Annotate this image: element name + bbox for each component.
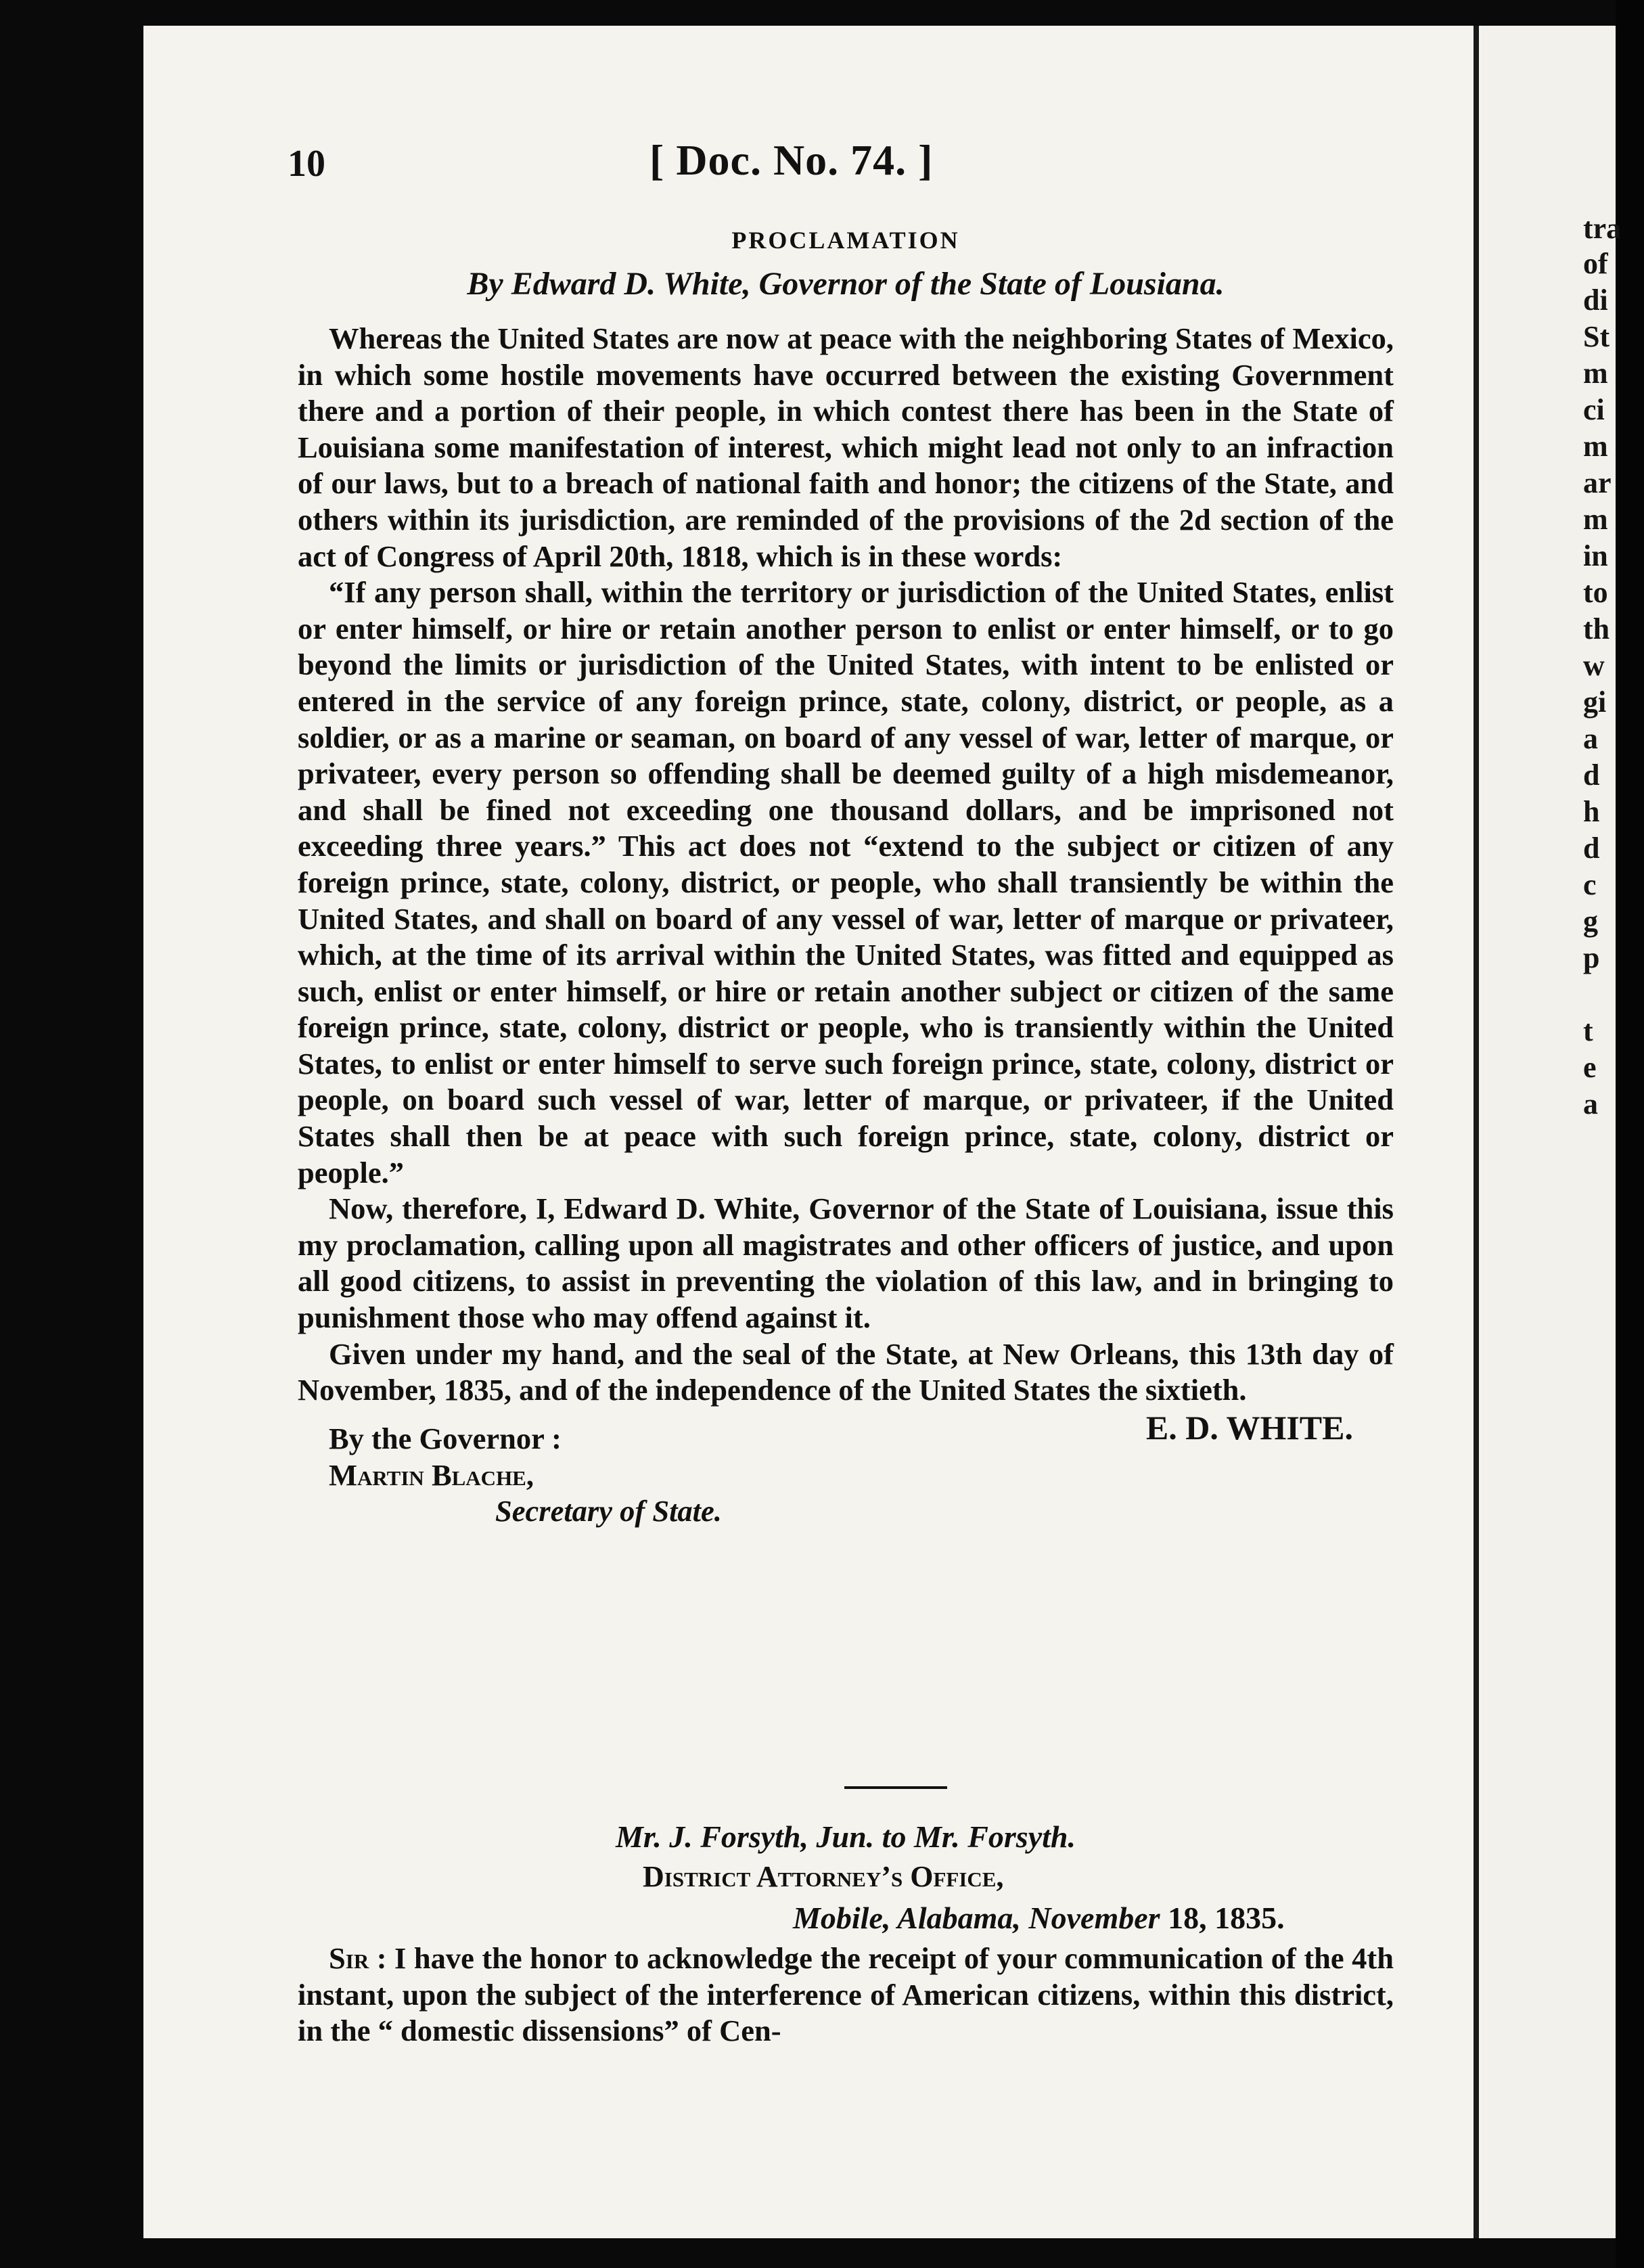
place-date-rest: 18, 1835. xyxy=(1160,1901,1285,1935)
proclamation-heading: PROCLAMATION xyxy=(731,227,960,254)
secretary-title: Secretary of State. xyxy=(495,1494,722,1528)
next-page-fragment: m xyxy=(1583,503,1608,536)
governor-signature: E. D. WHITE. xyxy=(1145,1408,1353,1447)
paragraph-now-therefore: Now, therefore, I, Edward D. White, Governor of the State of Louisiana, issue this my proclamation, calling upon all magistrates and other officers of justice, and upon all good citizens, to assist in preventing the violation of this law, and in bringing to punishment those who may offend against it. xyxy=(298,1192,1394,1335)
next-page-fragment: th xyxy=(1583,612,1610,645)
next-page-fragment: p xyxy=(1583,941,1600,974)
next-page-fragment: c xyxy=(1583,868,1597,901)
next-page-fragment: g xyxy=(1583,905,1598,938)
adjacent-page-strip xyxy=(1482,26,1622,2238)
next-page-fragment: in xyxy=(1583,539,1608,572)
next-page-fragment: of xyxy=(1583,247,1608,280)
next-page-fragment: ar xyxy=(1583,466,1612,499)
signature-row xyxy=(298,1408,1394,1457)
place-date-italic: Mobile, Alabama, November xyxy=(793,1901,1160,1935)
letter-place-date xyxy=(793,1900,1285,1936)
by-the-governor: By the Governor : xyxy=(329,1421,562,1455)
paragraph-quoted-act: “If any person shall, within the territory or jurisdiction of the United States, enlist or enter himself, or hire or retain another person to enlist or enter himself, or to go beyond the limits or jurisdiction of the United States, with intent to be enlisted or entered in the service of any foreign prince, state, colony, district, or people, as a soldier, or as a marine or seaman, on board of any vessel of war, letter of marque, or privateer, every person so offending shall be deemed guilty of a high misdemeanor, and shall be fined not exceeding one thousand dollars, and be imprisoned not exceeding three years.” This act does not “extend to the subject or citizen of any foreign prince, state, colony, district, or people, who shall transiently be within the United States, and shall on board of any vessel of war, letter of marque or privateer, which, at the time of its arrival within the United States, was fitted and equipped as such, enlist or enter himself, or hire or retain another subject or citizen of the same foreign prince, state, colony, district or people, who is transiently within the United States, to enlist or enter himself to serve such foreign prince, state, colony, district or people, on board such vessel of war, letter of marque, or privateer, if the United States shall then be at peace with such foreign prince, state, colony, district or people.” xyxy=(298,575,1394,1189)
page-gutter-shadow xyxy=(1474,26,1479,2238)
letter-text: I have the honor to acknowledge the receipt of your communication of the 4th instant, upon the subject of the interference of American citizens, within this district, in the “ domestic dissensions” of Cen- xyxy=(298,1941,1394,2048)
paragraph-given-under: Given under my hand, and the seal of the State, at New Orleans, this 13th day of November, 1835, and of the independence of the United States the sixtieth. xyxy=(298,1336,1394,1407)
next-page-fragment: d xyxy=(1583,758,1600,792)
proclamation-byline: By Edward D. White, Governor of the State of Lousiana. xyxy=(467,266,1225,302)
letter-office: District Attorney’s Office, xyxy=(643,1860,1004,1893)
next-page-fragment: e xyxy=(1583,1051,1597,1084)
paragraph-whereas: Whereas the United States are now at peace with the neighboring States of Mexico, in which some hostile movements have occurred between the existing Government there and a portion of their people, in which contest there has been in the State of Louisiana some manifestation of interest, which might lead not only to an infraction of our laws, but to a breach of national faith and honor; the citizens of the State, and others within its jurisdiction, are reminded of the provisions of the 2d section of the act of Congress of April 20th, 1818, which is in these words: xyxy=(298,321,1394,573)
next-page-fragment: w xyxy=(1583,649,1605,682)
next-page-fragment: t xyxy=(1583,1014,1593,1047)
next-page-fragment: a xyxy=(1583,722,1598,755)
page-number: 10 xyxy=(288,143,325,185)
next-page-fragment: gi xyxy=(1583,685,1607,719)
next-page-fragment: to xyxy=(1583,576,1608,609)
next-page-fragment: St xyxy=(1583,320,1610,353)
next-page-fragment: h xyxy=(1583,795,1600,828)
letter-body xyxy=(298,1941,1394,2049)
next-page-fragment: di xyxy=(1583,284,1608,317)
next-page-fragment: ci xyxy=(1583,393,1605,426)
letter-paragraph xyxy=(298,1941,1394,2049)
next-page-fragment: m xyxy=(1583,357,1608,390)
letter-title: Mr. J. Forsyth, Jun. to Mr. Forsyth. xyxy=(615,1819,1076,1854)
secretary-name: Martin Blache, xyxy=(329,1457,534,1492)
letter-salutation: Sir : xyxy=(329,1941,387,1975)
section-divider xyxy=(844,1786,947,1789)
next-page-fragment: m xyxy=(1583,430,1608,463)
next-page-fragment: d xyxy=(1583,832,1600,865)
next-page-fragment: tra xyxy=(1583,212,1622,245)
next-page-fragment: a xyxy=(1583,1087,1598,1120)
document-body xyxy=(298,321,1394,1530)
document-label: [ Doc. No. 74. ] xyxy=(649,136,934,184)
